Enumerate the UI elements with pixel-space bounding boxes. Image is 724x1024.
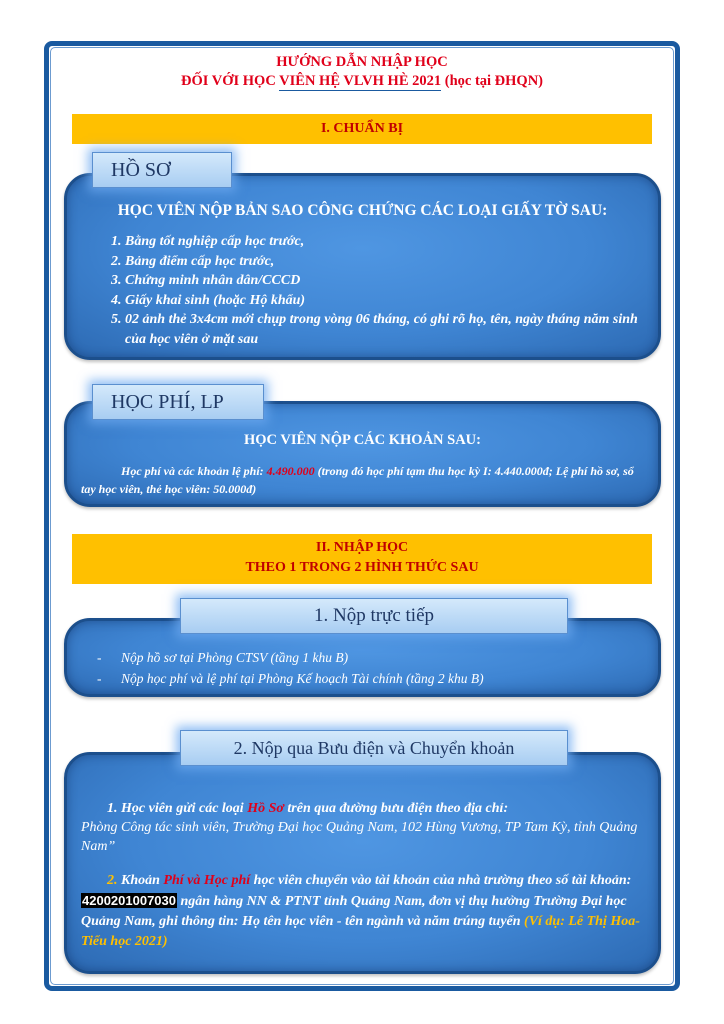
documents-heading: HỌC VIÊN NỘP BẢN SAO CÔNG CHỨNG CÁC LOẠI GIẤY TỜ SAU: — [117, 202, 608, 219]
section-title: II. NHẬP HỌC — [315, 540, 409, 555]
list-item: 3. Chứng minh nhân dân/CCCD — [125, 271, 645, 291]
mailing-address: Phòng Công tác sinh viên, Trường Đại học Quảng Nam, 102 Hùng Vương, TP Tam Kỳ, tỉnh Quảng Nam” — [81, 820, 638, 854]
direct-submit-list — [97, 647, 484, 689]
list-item: - Nộp hồ sơ tại Phòng CTSV (tầng 1 khu B) — [97, 647, 484, 668]
fees-tab-label: HỌC PHÍ, LP — [92, 384, 264, 420]
fees-heading: HỌC VIÊN NỘP CÁC KHOẢN SAU: — [244, 432, 481, 448]
account-number: 4200201007030 — [82, 893, 176, 908]
fee-highlight: Phí và Học phí — [163, 873, 251, 888]
direct-submit-tab-label: 1. Nộp trực tiếp — [180, 598, 568, 634]
section-subtitle: THEO 1 TRONG 2 HÌNH THỨC SAU — [245, 560, 479, 575]
post-transfer-tab-label: 2. Nộp qua Bưu điện và Chuyển khoản — [180, 730, 568, 766]
list-item: - Nộp học phí và lệ phí tại Phòng Kế hoạch Tài chính (tầng 2 khu B) — [97, 668, 484, 689]
document-title: HƯỚNG DẪN NHẬP HỌC — [276, 54, 448, 70]
document-subtitle: ĐỐI VỚI HỌC VIÊN HỆ VLVH HÈ 2021 (học tại ĐHQN) — [180, 73, 544, 89]
list-item: 1. Bằng tốt nghiệp cấp học trước, — [125, 232, 645, 252]
fee-amount: 4.490.000 — [266, 464, 315, 478]
section-header-enrollment — [72, 534, 652, 584]
list-item: 2. Bảng điểm cấp học trước, — [125, 252, 645, 272]
example-note: (Ví dụ: Lê Thị Hoa- Tiểu học 2021) — [81, 914, 640, 949]
documents-panel — [64, 173, 661, 360]
section-header-prepare: I. CHUẨN BỊ — [72, 114, 652, 144]
post-instructions: 1. Học viên gửi các loại Hồ Sơ trên qua đường bưu điện theo địa chỉ: Phòng Công tác sinh viên, Trường Đại học Quảng Nam, 102 Hùng Vương, TP Tam Kỳ, tỉnh Quảng Nam” — [81, 799, 653, 856]
hoso-highlight: Hồ Sơ — [247, 801, 284, 816]
fees-text: Học phí và các khoản lệ phí: 4.490.000 (trong đó học phí tạm thu học kỳ I: 4.440.000đ; Lệ phí hồ sơ, sổ tay học viên, thẻ học viên: 50.000đ) — [81, 464, 634, 496]
transfer-instructions: 2. Khoản Phí và Học phí học viên chuyển vào tài khoản của nhà trường theo số tài khoản: 4200201007030 ngân hàng NN & PTNT tỉnh Quảng Nam, đơn vị thụ hưởng Trường Đại học Quảng Nam, ghi thông tin: Họ tên học viên - tên ngành và năm trúng tuyển (Ví dụ: Lê Thị Hoa- Tiểu học 2021) — [81, 873, 640, 949]
post-transfer-panel — [64, 752, 661, 974]
list-item: 5. 02 ảnh thẻ 3x4cm mới chụp trong vòng 06 tháng, có ghi rõ họ, tên, ngày tháng năm sinh của học viên ở mặt sau — [125, 310, 645, 349]
documents-list — [101, 232, 645, 349]
documents-tab-label: HỒ SƠ — [92, 152, 232, 188]
list-item: 4. Giấy khai sinh (hoặc Hộ khẩu) — [125, 291, 645, 311]
